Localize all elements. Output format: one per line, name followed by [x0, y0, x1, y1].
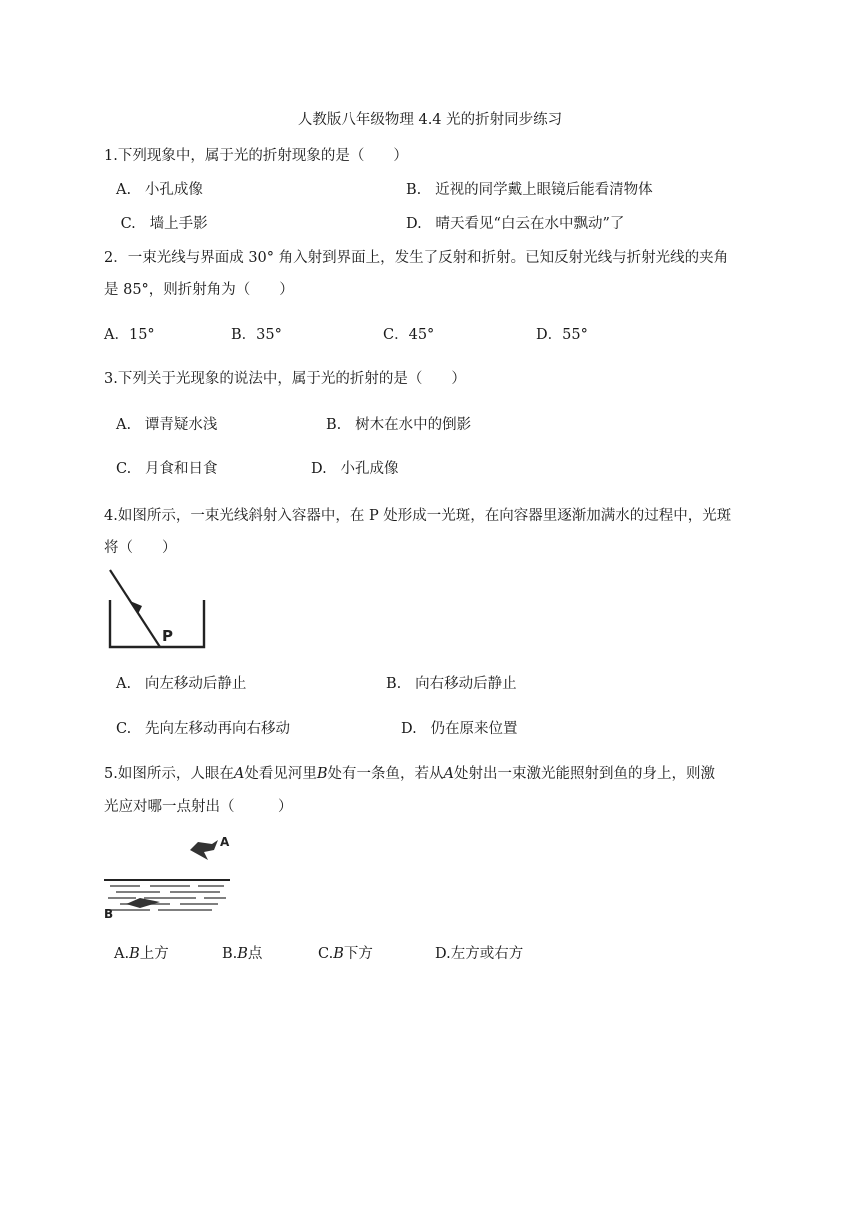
q3-option-b[interactable]	[326, 413, 471, 434]
option-label: A.	[116, 676, 132, 692]
option-text: 小孔成像	[340, 461, 399, 477]
stem-text: 5.如图所示，人眼在	[104, 766, 234, 782]
water-hatching	[106, 886, 226, 910]
q1-option-c[interactable]	[116, 212, 208, 233]
q5-option-a[interactable]	[114, 942, 169, 963]
fish-icon	[126, 898, 160, 908]
q1-option-d[interactable]	[406, 212, 624, 233]
option-text: 下方	[343, 946, 373, 962]
eye-fish-figure	[100, 830, 235, 922]
option-text: 晴天看见“白云在水中飘动”了	[435, 216, 625, 232]
option-text: 向左移动后静止	[144, 676, 247, 692]
q3-option-a[interactable]	[116, 413, 217, 434]
q2-option-c[interactable]: C．45°	[383, 327, 435, 343]
q5-option-b[interactable]	[222, 942, 262, 963]
option-label: B.	[222, 946, 238, 962]
q4-option-b[interactable]	[386, 672, 517, 693]
option-text: 树木在水中的倒影	[355, 417, 472, 433]
option-text: 仍在原来位置	[430, 721, 518, 737]
q2-option-a[interactable]: A．15°	[104, 327, 155, 343]
option-label: C.	[318, 946, 334, 962]
option-text: 小孔成像	[144, 182, 203, 198]
option-label: C.	[116, 721, 132, 737]
option-label: D.	[311, 461, 327, 477]
option-label: C.	[116, 461, 132, 477]
option-label: B.	[386, 676, 402, 692]
option-text: 月食和日食	[145, 461, 218, 477]
q5-option-d[interactable]: D.左方或右方	[435, 946, 524, 962]
variable-a: A	[443, 766, 454, 782]
question-3-stem: 3.下列关于光现象的说法中，属于光的折射的是（ ）	[104, 371, 466, 387]
option-text: 近视的同学戴上眼镜后能看清物体	[435, 182, 653, 198]
option-label: C.	[120, 216, 136, 232]
question-4-stem-line-1: 4.如图所示，一束光线斜射入容器中，在 P 处形成一光斑，在向容器里逐渐加满水的过程中，光斑	[104, 508, 732, 524]
variable-b: B	[237, 946, 248, 962]
question-2-stem-line-1: 2．一束光线与界面成 30° 角入射到界面上，发生了反射和折射。已知反射光线与折射光线的夹角	[104, 250, 729, 266]
question-4-stem-line-2: 将（ ）	[104, 540, 177, 556]
variable-b: B	[316, 766, 328, 782]
option-label: A.	[116, 182, 132, 198]
variable-b: B	[333, 946, 344, 962]
point-b-label: B	[104, 907, 114, 921]
question-5-stem-line-2: 光应对哪一点射出（ ）	[104, 799, 293, 815]
point-p-label: P	[162, 627, 173, 645]
option-label: D.	[401, 721, 417, 737]
option-label: A.	[116, 417, 132, 433]
stem-text: 处有一条鱼，若从	[327, 766, 444, 782]
container-light-figure	[104, 566, 214, 652]
q4-option-d[interactable]	[401, 717, 518, 738]
q2-option-d[interactable]: D．55°	[536, 327, 588, 343]
option-text: 先向左移动再向右移动	[145, 721, 291, 737]
question-5-stem-line-1	[104, 762, 715, 783]
question-1-stem: 1.下列现象中，属于光的折射现象的是（ ）	[104, 148, 408, 164]
option-text: 墙上手影	[149, 216, 208, 232]
option-text: 上方	[139, 946, 169, 962]
q1-option-b[interactable]	[406, 178, 653, 199]
option-label: B.	[326, 417, 342, 433]
stem-text: 处射出一束激光能照射到鱼的身上，则激	[453, 766, 715, 782]
option-text: 点	[247, 946, 263, 962]
q4-option-c[interactable]	[116, 717, 290, 738]
option-label: D.	[406, 216, 422, 232]
q2-option-b[interactable]: B．35°	[231, 327, 282, 343]
question-2-stem-line-2: 是 85°，则折射角为（ ）	[104, 282, 294, 298]
q5-option-c[interactable]	[318, 942, 373, 963]
stem-text: 处看见河里	[244, 766, 317, 782]
q3-option-c[interactable]	[116, 457, 218, 478]
eye-icon	[190, 840, 218, 860]
variable-a: A	[233, 766, 245, 782]
option-label: A.	[114, 946, 130, 962]
page-title: 人教版八年级物理 4.4 光的折射同步练习	[297, 112, 563, 128]
q3-option-d[interactable]	[311, 457, 399, 478]
option-text: 向右移动后静止	[415, 676, 517, 692]
option-label: B.	[406, 182, 422, 198]
q1-option-a[interactable]	[116, 178, 203, 199]
variable-b: B	[129, 946, 140, 962]
point-a-label: A	[220, 835, 230, 849]
container-outline	[110, 600, 204, 647]
option-text: 谭青疑水浅	[144, 417, 218, 433]
q4-option-a[interactable]	[116, 672, 246, 693]
